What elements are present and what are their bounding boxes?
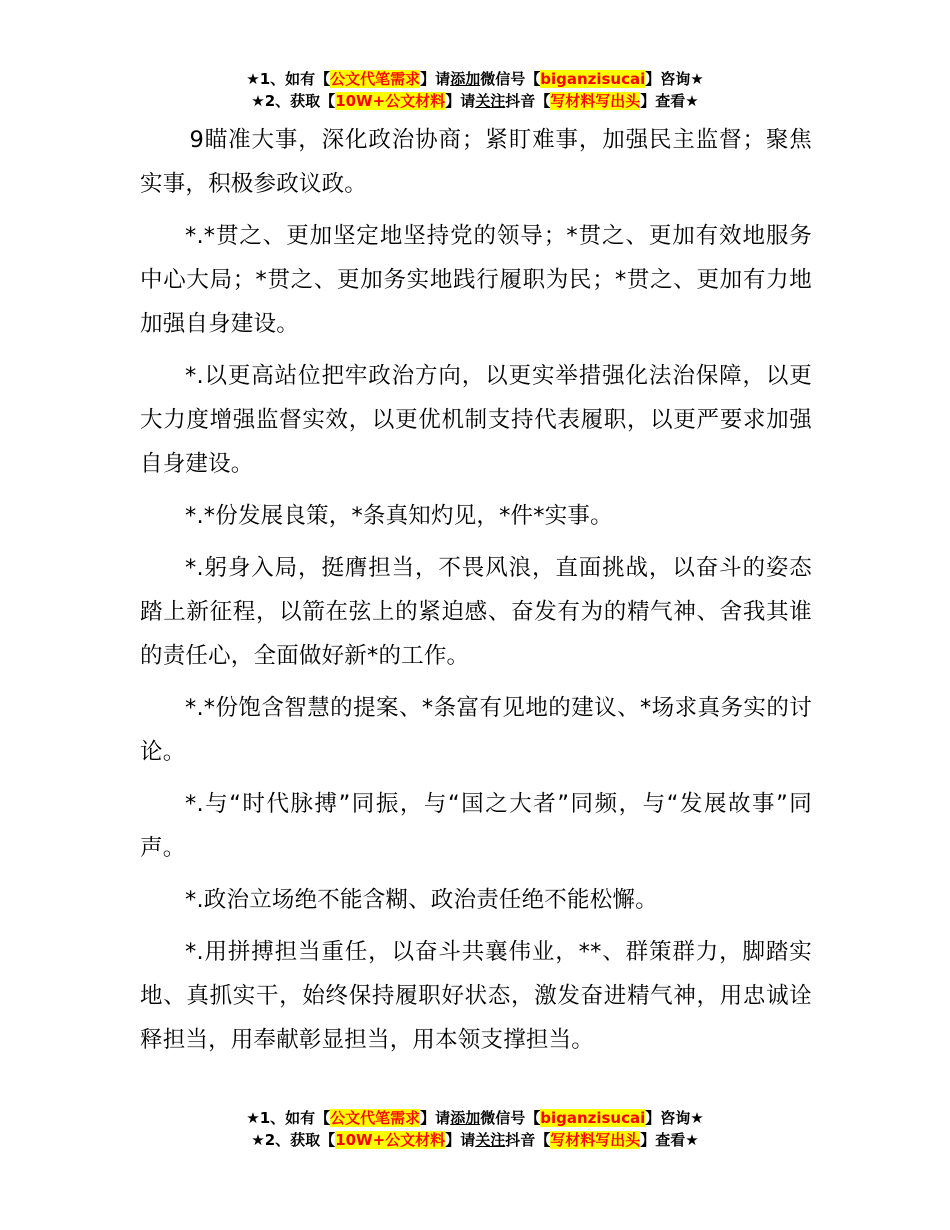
footer-line-2: ★2、获取【10W+公文材料】请关注抖音【写材料写出头】查看★ — [251, 1131, 699, 1149]
header-line-2: ★2、获取【10W+公文材料】请关注抖音【写材料写出头】查看★ — [251, 92, 699, 110]
header-line-1: ★1、如有【公文代笔需求】请添加微信号【biganzisucai】咨询★ — [246, 70, 704, 88]
header-highlight-materials: 10W+公文材料 — [335, 92, 446, 110]
paragraph-5: *.躬身入局，挺膺担当，不畏风浪，直面挑战，以奋斗的姿态踏上新征程，以箭在弦上的紧迫感、奋发有为的精气神、舍我其谁的责任心，全面做好新*的工作。 — [140, 555, 812, 669]
footer-banner — [0, 1107, 950, 1151]
document-body — [140, 118, 812, 1070]
footer-highlight-douyin: 写材料写出头 — [550, 1131, 641, 1149]
paragraph-6: *.*份饱含智慧的提案、*条富有见地的建议、*场求真务实的讨论。 — [140, 695, 812, 765]
paragraph-7: *.与“时代脉搏”同振，与“国之大者”同频，与“发展故事”同声。 — [140, 791, 812, 861]
paragraph-3: *.以更高站位把牢政治方向，以更实举措强化法治保障，以更大力度增强监督实效，以更优机制支持代表履职，以更严要求加强自身建设。 — [140, 363, 812, 477]
footer-highlight-materials: 10W+公文材料 — [335, 1131, 446, 1149]
header-highlight-service: 公文代笔需求 — [330, 70, 421, 88]
footer-highlight-wechat: biganzisucai — [540, 1109, 646, 1127]
paragraph-4: *.*份发展良策，*条真知灼见，*件*实事。 — [185, 503, 613, 529]
paragraph-8: *.政治立场绝不能含糊、政治责任绝不能松懈。 — [185, 887, 658, 913]
header-banner — [0, 68, 950, 112]
header-highlight-wechat: biganzisucai — [540, 70, 646, 88]
paragraph-2: *.*贯之、更加坚定地坚持党的领导；*贯之、更加有效地服务中心大局；*贯之、更加务实地践行履职为民；*贯之、更加有力地加强自身建设。 — [140, 223, 812, 337]
footer-line-1: ★1、如有【公文代笔需求】请添加微信号【biganzisucai】咨询★ — [246, 1109, 704, 1127]
paragraph-1: 9瞄准大事，深化政治协商；紧盯难事，加强民主监督；聚焦实事，积极参政议政。 — [140, 127, 812, 197]
paragraph-9: *.用拼搏担当重任，以奋斗共襄伟业，**、群策群力，脚踏实地、真抓实干，始终保持履职好状态，激发奋进精气神，用忠诚诠释担当，用奉献彰显担当，用本领支撑担当。 — [140, 939, 813, 1053]
footer-highlight-service: 公文代笔需求 — [330, 1109, 421, 1127]
header-highlight-douyin: 写材料写出头 — [550, 92, 641, 110]
